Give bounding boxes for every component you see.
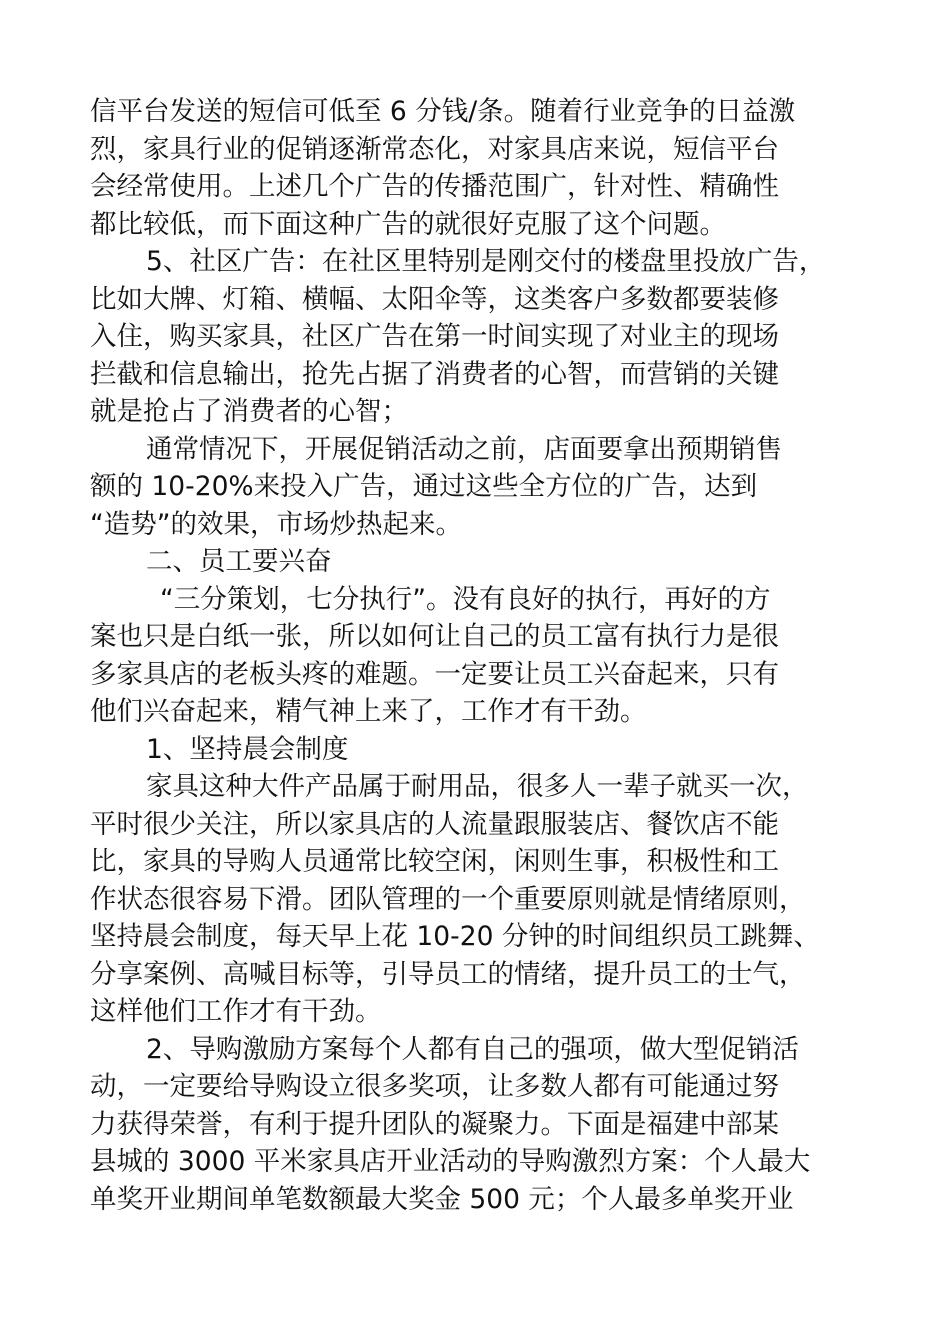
- section-heading: 二、员工要兴奋: [146, 546, 332, 577]
- text-line: 分享案例、高喊目标等，引导员工的情绪，提升员工的士气，: [90, 958, 806, 990]
- text-line: 5、社区广告：在社区里特别是刚交付的楼盘里投放广告，: [146, 246, 826, 277]
- paragraph-morning-meeting: [90, 768, 880, 1031]
- text-line: 2、导购激励方案每个人都有自己的强项，做大型促销活: [146, 1033, 799, 1065]
- subheading: 1、坚持晨会制度: [146, 733, 349, 765]
- section-heading-staff-excitement: [90, 543, 880, 581]
- text-line: 信平台发送的短信可低至 6 分钱/条。随着行业竞争的日益激: [90, 96, 796, 127]
- text-line: 家具这种大件产品属于耐用品，很多人一辈子就买一次，: [146, 771, 809, 802]
- paragraph-ad-budget: [90, 431, 880, 544]
- text-line: 拦截和信息输出，抢先占据了消费者的心智，而营销的关键: [90, 358, 779, 390]
- text-line: 作状态很容易下滑。团队管理的一个重要原则就是情绪原则，: [90, 883, 806, 915]
- text-line: 平时很少关注，所以家具店的人流量跟服装店、餐饮店不能: [90, 808, 779, 840]
- text-line: 多家具店的老板头疼的难题。一定要让员工兴奋起来，只有: [90, 658, 779, 690]
- paragraph-execution: [90, 581, 880, 731]
- text-line: 就是抢占了消费者的心智；: [90, 396, 408, 427]
- text-line: 县城的 3000 平米家具店开业活动的导购激烈方案：个人最大: [90, 1146, 811, 1177]
- text-line: 单奖开业期间单笔数额最大奖金 500 元；个人最多单奖开业: [90, 1183, 794, 1215]
- text-line: 动，一定要给导购设立很多奖项，让多数人都有可能通过努: [90, 1071, 779, 1102]
- paragraph-incentive-plan: [90, 1031, 880, 1219]
- text-line: 力获得荣誉，有利于提升团队的凝聚力。下面是福建中部某: [90, 1108, 779, 1140]
- paragraph-sms-platform: [90, 93, 880, 243]
- text-line: 案也只是白纸一张，所以如何让自己的员工富有执行力是很: [90, 621, 779, 652]
- text-line: 这样他们工作才有干劲。: [90, 996, 382, 1027]
- text-line: 通常情况下，开展促销活动之前，店面要拿出预期销售: [146, 433, 782, 465]
- text-line: 比如大牌、灯箱、横幅、太阳伞等，这类客户多数都要装修: [90, 283, 779, 315]
- subheading-morning-meeting: [90, 731, 880, 769]
- text-line: “三分策划，七分执行”。没有良好的执行，再好的方: [160, 583, 771, 615]
- text-line: 比，家具的导购人员通常比较空闲，闲则生事，积极性和工: [90, 846, 779, 877]
- text-line: 额的 10-20%来投入广告，通过这些全方位的广告，达到: [90, 471, 758, 502]
- text-line: 都比较低，而下面这种广告的就很好克服了这个问题。: [90, 208, 726, 240]
- document-page: [90, 93, 880, 1218]
- text-line: “造势”的效果，市场炒热起来。: [90, 508, 462, 540]
- text-line: 烈，家具行业的促销逐渐常态化，对家具店来说，短信平台: [90, 133, 779, 165]
- text-line: 会经常使用。上述几个广告的传播范围广，针对性、精确性: [90, 171, 779, 202]
- text-line: 入住，购买家具，社区广告在第一时间实现了对业主的现场: [90, 321, 779, 352]
- text-line: 他们兴奋起来，精气神上来了，工作才有干劲。: [90, 696, 647, 727]
- paragraph-community-ads: [90, 243, 880, 431]
- text-line: 坚持晨会制度，每天早上花 10-20 分钟的时间组织员工跳舞、: [90, 921, 820, 952]
